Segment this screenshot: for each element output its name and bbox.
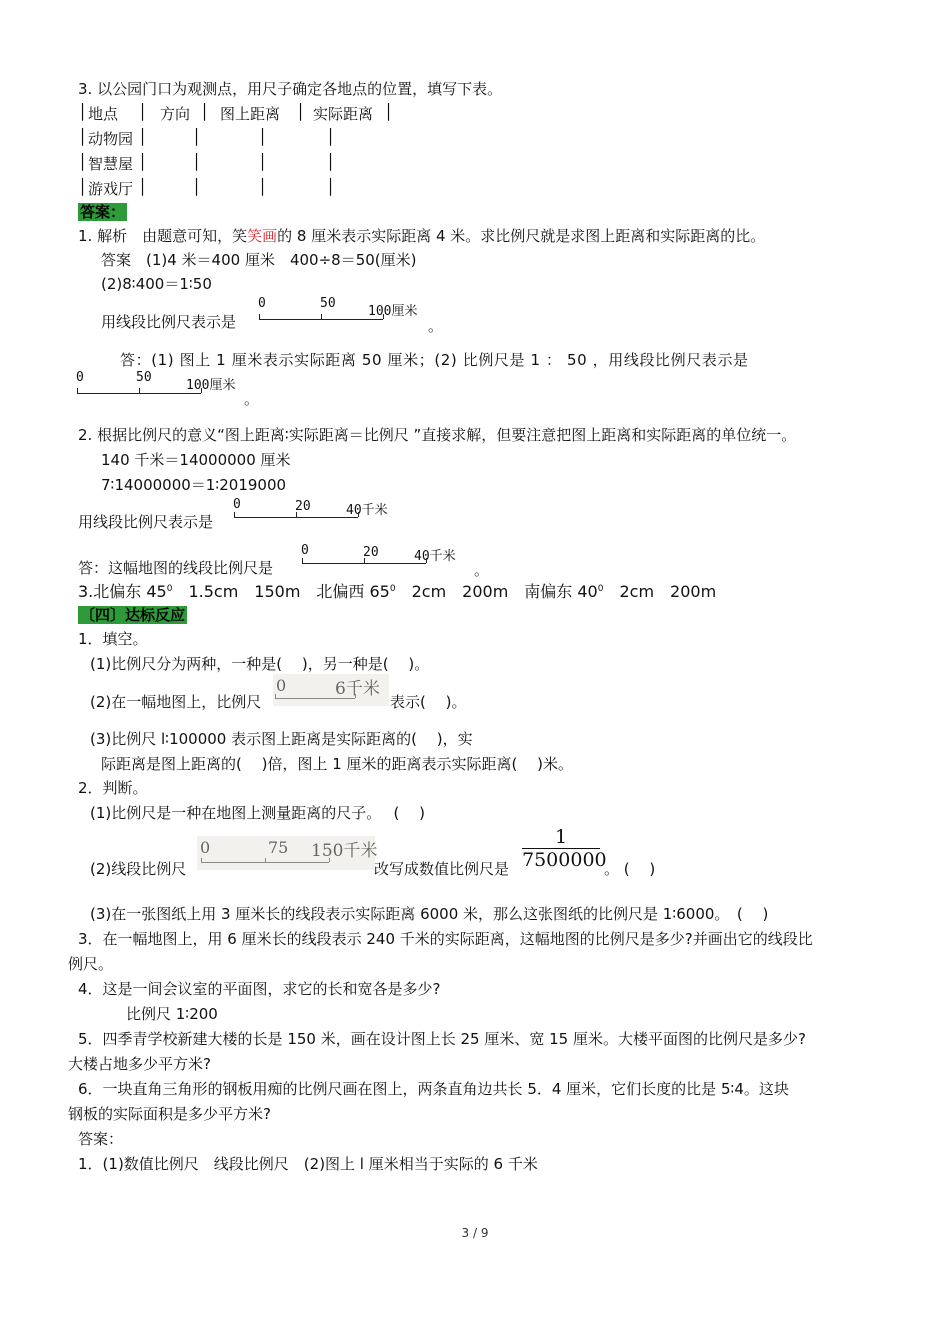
- bar-label: 50: [320, 296, 336, 311]
- s4-q2-1: (1)比例尺是一种在地图上测量距离的尺子。 ( ): [90, 804, 425, 822]
- bar-tick: [201, 858, 202, 862]
- s4-q2-2-mid: 改写成数值比例尺是: [374, 860, 510, 878]
- fraction-denominator: 7500000: [522, 849, 607, 871]
- s4-q3b: 例尺。: [68, 955, 114, 973]
- bar-tick: [329, 858, 330, 862]
- s4-answer-1: 1．(1)数值比例尺 线段比例尺 (2)图上 l 厘米相当于实际的 6 千米: [78, 1155, 538, 1173]
- s4-q2-2-pre: (2)线段比例尺: [90, 860, 187, 878]
- a2-line4: 用线段比例尺表示是: [78, 513, 214, 531]
- s4-q4: 4．这是一间会议室的平面图，求它的长和宽各是多少?: [78, 980, 441, 998]
- highlight-red-text: 笑画: [247, 227, 278, 245]
- a1-line1: 1. 解析 由题意可知，笑笑画的 8 厘米表示实际距离 4 米。求比例尺就是求图上距离和实际距离的比。: [78, 227, 766, 245]
- bar-label: 0: [258, 296, 266, 311]
- bar-tick: [355, 694, 356, 698]
- a1-line3: (2)8∶400＝1∶50: [101, 275, 212, 293]
- a1-period-2: 。: [244, 390, 260, 408]
- s4-q1-2-post: 表示( )。: [390, 693, 467, 711]
- bar-tick: [302, 558, 303, 563]
- bar-tick: [426, 558, 427, 563]
- bar-label: 150千米: [311, 841, 378, 861]
- s4-answer-heading: 答案：: [78, 1130, 124, 1148]
- scale-bar-50cm: [258, 296, 428, 326]
- bar-label: 0: [233, 497, 241, 512]
- bar-tick: [77, 388, 78, 393]
- bar-tick: [364, 558, 365, 563]
- page-number: 3 / 9: [461, 1226, 489, 1240]
- bar-label: 6千米: [335, 679, 380, 699]
- bar-tick: [358, 512, 359, 517]
- bar-tick: [265, 858, 266, 862]
- a2-line1: 2. 根据比例尺的意义“图上距离∶实际距离＝比例尺 ”直接求解，但要注意把图上距离和实际距离的单位统一。: [78, 426, 797, 444]
- bar-tick: [234, 512, 235, 517]
- bar-label: 40千米: [414, 549, 456, 564]
- s4-q4-scale: 比例尺 1∶200: [126, 1005, 218, 1023]
- bar-tick: [259, 314, 260, 319]
- bar-label: 0: [76, 370, 84, 385]
- bar-label: 50: [136, 370, 152, 385]
- fraction: [522, 826, 607, 871]
- bar-label: 20: [295, 499, 311, 514]
- bar-tick: [201, 388, 202, 393]
- bar-label: 40千米: [346, 503, 388, 518]
- a2-line5: 答：这幅地图的线段比例尺是: [78, 559, 274, 577]
- s4-q5a: 5．四季青学校新建大楼的长是 150 米，画在设计图上长 25 厘米、宽 15 厘米。大楼平面图的比例尺是多少?: [78, 1030, 806, 1048]
- scale-bar-50cm-2: [76, 370, 246, 400]
- bar-axis: [275, 698, 355, 699]
- s4-q1-2-pre: (2)在一幅地图上，比例尺: [90, 693, 262, 711]
- bar-axis: [234, 517, 358, 518]
- bar-axis: [259, 319, 383, 320]
- scale-bar-image-6km: [273, 674, 389, 706]
- a2-period: 。: [474, 561, 490, 579]
- bar-tick: [296, 512, 297, 517]
- s4-q1-3a: (3)比例尺 l∶100000 表示图上距离是实际距离的( )，实: [90, 730, 473, 748]
- bar-tick: [139, 388, 140, 393]
- a3-line: 3.北偏东 $45^0$ 1.5cm 150m 北偏西 $65^0$ 2cm 200m 南偏东 $40^0$ 2cm 200m: [78, 582, 717, 601]
- a1-line2: 答案 (1)4 米＝400 厘米 400÷8＝50(厘米): [101, 251, 417, 269]
- q3-intro: 3. 以公园门口为观测点，用尺子确定各地点的位置，填写下表。: [78, 80, 503, 98]
- s4-q2: 2．判断。: [78, 779, 148, 797]
- bar-axis: [201, 862, 329, 863]
- bar-axis: [77, 393, 201, 394]
- bar-tick: [321, 314, 322, 319]
- bar-label: 100厘米: [186, 378, 236, 393]
- scale-bar-40km-2: [301, 543, 471, 573]
- s4-q3a: 3．在一幅地图上，用 6 厘米长的线段表示 240 千米的实际距离，这幅地图的比例尺是多少?并画出它的线段比: [78, 930, 813, 948]
- bar-label: 20: [363, 545, 379, 560]
- s4-q5b: 大楼占地多少平方米?: [68, 1055, 211, 1073]
- bar-axis: [302, 563, 426, 564]
- bar-tick: [275, 694, 276, 698]
- bar-label: 0: [301, 543, 309, 558]
- bar-label: 100厘米: [368, 304, 418, 319]
- a1-line4: 用线段比例尺表示是: [101, 313, 237, 331]
- bar-label: 0: [200, 838, 211, 857]
- s4-q1: 1．填空。: [78, 630, 148, 648]
- section4-heading: 〔四〕达标反应: [80, 606, 186, 624]
- bar-label: 0: [276, 676, 287, 695]
- a1-line5: 答：(1) 图上 1 厘米表示实际距离 50 厘米；(2) 比例尺是 1 ： 50 ，用线段比例尺表示是: [120, 351, 749, 369]
- scale-bar-40km: [233, 497, 403, 527]
- bar-tick: [383, 314, 384, 319]
- fraction-numerator: 1: [522, 826, 600, 849]
- s4-q2-2-post: 。 ( ): [604, 860, 656, 878]
- s4-q2-3: (3)在一张图纸上用 3 厘米长的线段表示实际距离 6000 米，那么这张图纸的比例尺是 1∶6000。 ( ): [90, 905, 769, 923]
- a1-period: 。: [428, 317, 444, 335]
- a2-line2: 140 千米＝14000000 厘米: [101, 451, 291, 469]
- s4-q6b: 钢板的实际面积是多少平方米?: [68, 1105, 271, 1123]
- a2-line3: 7∶14000000＝1∶2019000: [101, 476, 287, 494]
- s4-q1-1: (1)比例尺分为两种，一种是( )，另一种是( )。: [90, 655, 430, 673]
- bar-label: 75: [268, 838, 289, 857]
- answer-heading: 答案：: [80, 203, 126, 221]
- s4-q6a: 6．一块直角三角形的钢板用痴的比例尺画在图上，两条直角边共长 5．4 厘米，它们长度的比是 5∶4。这块: [78, 1080, 789, 1098]
- s4-q1-3b: 际距离是图上距离的( )倍，图上 1 厘米的距离表示实际距离( )米。: [101, 755, 574, 773]
- scale-bar-image-150km: [197, 836, 378, 870]
